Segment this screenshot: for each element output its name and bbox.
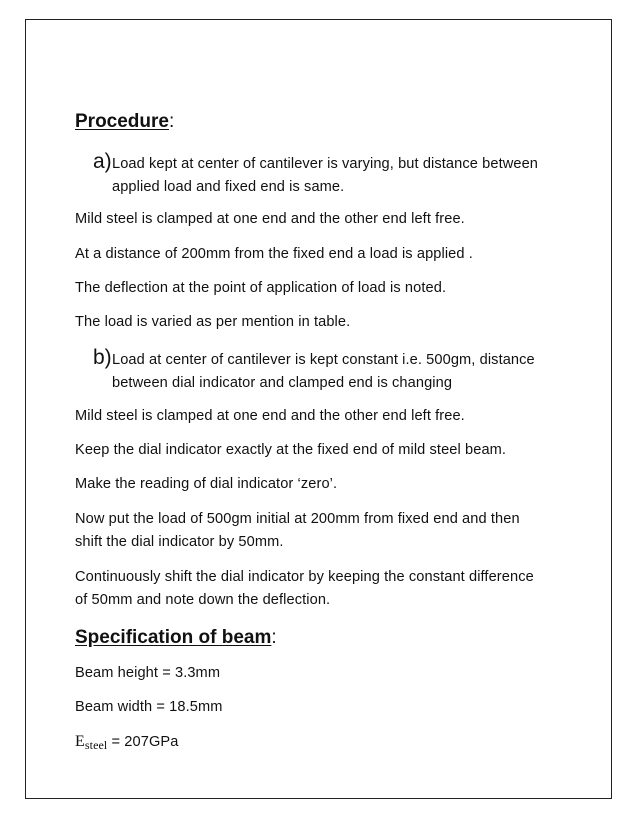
specification-heading-colon: : [271,627,277,648]
a-step-4: The load is varied as per mention in table. [75,314,351,330]
b-step-3: Make the reading of dial indicator ‘zero’. [75,476,338,492]
part-a-line-2: applied load and fixed end is same. [112,179,345,195]
b-step-4-line-1: Now put the load of 500gm initial at 200mm from fixed end and then [75,511,520,527]
part-a-line-1: Load kept at center of cantilever is varying, but distance between [112,156,539,172]
b-step-1: Mild steel is clamped at one end and the other end left free. [75,408,465,424]
a-step-3: The deflection at the point of application of load is noted. [75,280,447,296]
b-step-4-line-2: shift the dial indicator by 50mm. [75,534,284,550]
part-b-line-2: between dial indicator and clamped end is changing [112,375,453,391]
b-step-2: Keep the dial indicator exactly at the fixed end of mild steel beam. [75,442,507,458]
procedure-heading-text: Procedure [75,111,169,132]
modulus-subscript: steel [84,738,108,752]
b-step-5-line-1: Continuously shift the dial indicator by keeping the constant difference [75,569,534,585]
a-step-1: Mild steel is clamped at one end and the other end left free. [75,211,465,227]
beam-width: Beam width = 18.5mm [75,699,223,715]
specification-heading [75,626,277,650]
procedure-heading-colon: : [168,111,175,132]
b-step-5-line-2: of 50mm and note down the deflection. [75,592,331,608]
modulus-of-elasticity [75,733,178,751]
part-a-letter: a) [93,150,112,173]
a-step-2: At a distance of 200mm from the fixed end a load is applied . [75,246,473,262]
specification-heading-text: Specification of beam [75,627,272,648]
modulus-symbol: E [75,733,85,750]
beam-height: Beam height = 3.3mm [75,665,221,681]
modulus-value: = 207GPa [107,734,179,750]
part-b-letter: b) [93,346,112,369]
procedure-heading [75,110,174,134]
part-b-line-1: Load at center of cantilever is kept constant i.e. 500gm, distance [112,352,535,368]
